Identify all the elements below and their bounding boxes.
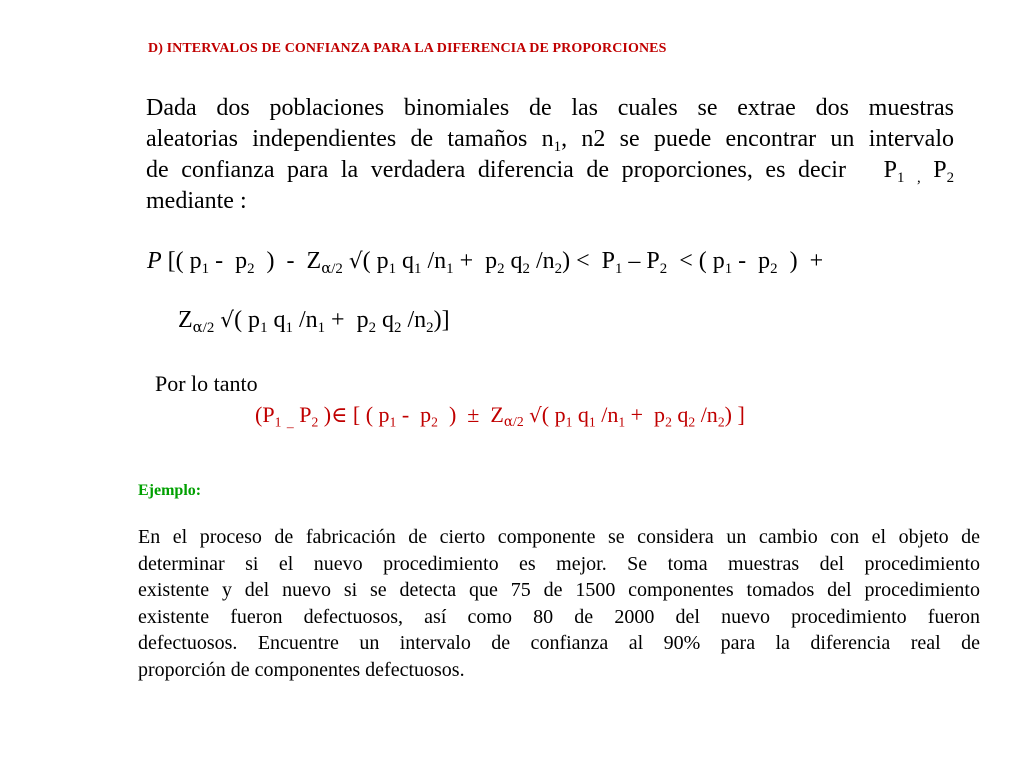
intro-line-1: Dada dos poblaciones binomiales de las cuales se extrae dos muestras — [146, 95, 954, 121]
section-heading: D) INTERVALOS DE CONFIANZA PARA LA DIFERENCIA DE PROPORCIONES — [148, 41, 667, 56]
example-line-2: determinar si el nuevo procedimiento es mejor. Se toma muestras del procedimiento — [138, 552, 980, 575]
example-line-3: existente y del nuevo si se detecta que 75 de 1500 componentes tomados del procedimiento — [138, 579, 980, 601]
example-line-1: En el proceso de fabricación de cierto componente se considera un cambio con el objeto de — [138, 526, 980, 548]
example-paragraph — [138, 524, 980, 683]
por-lo-tanto-label: Por lo tanto — [155, 371, 258, 396]
example-line-4: existente fueron defectuosos, así como 80 de 2000 del nuevo procedimiento fueron — [138, 605, 980, 628]
ejemplo-label: Ejemplo: — [138, 482, 202, 499]
confidence-interval-formula: ($P_1$ $_{\_}$ $P_2$ )∈ [ ( $p_1 - p_2$ ) ± $Z_{\alpha/2}$ √( $p_1$ $q_1$ $/n_1 + p_2$ $q_2$ $/n_2$) ] — [255, 402, 745, 431]
intro-line-4: mediante : — [146, 188, 247, 214]
probability-formula-line-2: $Z_{\alpha/2}$ √( $p_1$ $q_1$ $/n_1 + p_2$ $q_2$ $/n_2$)] — [178, 307, 450, 336]
intro-line-2: aleatorias independientes de tamaños $n_1$, n2 se puede encontrar un intervalo — [146, 126, 954, 155]
probability-formula-line-1: P [( $p_1 - p_2$ ) - $Z_{\alpha/2}$ √( $p_1$ $q_1$ $/n_1 + p_2$ $q_2$ $/n_2) < P_1 - P_2$ < ( $p_1 - p_2$ ) + — [147, 248, 824, 277]
intro-line-3: de confianza para la verdadera diferencia de proporciones, es decir $P_1$ $_,$ $P_2$ — [146, 157, 955, 186]
intro-paragraph — [146, 93, 954, 217]
example-line-6: proporción de componentes defectuosos. — [138, 658, 465, 681]
example-line-5: defectuosos. Encuentre un intervalo de confianza al 90% para la diferencia real de — [138, 632, 980, 654]
